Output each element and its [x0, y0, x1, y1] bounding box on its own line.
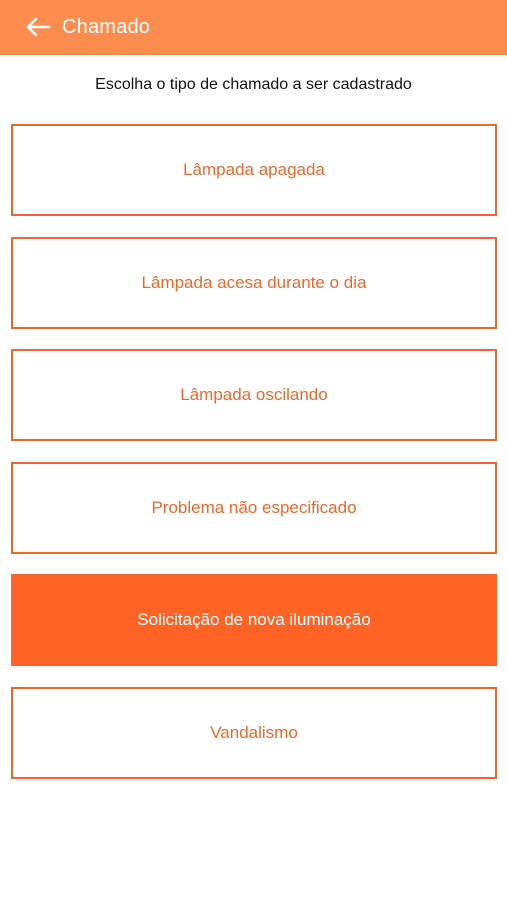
top-bar	[0, 0, 507, 55]
back-button[interactable]	[22, 12, 54, 42]
option-label: Lâmpada acesa durante o dia	[141, 272, 367, 292]
option-label: Problema não especificado	[151, 497, 357, 517]
option-problema-nao-especificado[interactable]	[11, 462, 497, 554]
call-type-list	[11, 124, 497, 799]
option-lampada-oscilando[interactable]	[11, 349, 497, 441]
option-label: Vandalismo	[210, 722, 298, 742]
option-solicitacao-nova-iluminacao[interactable]	[11, 574, 497, 666]
option-lampada-apagada[interactable]	[11, 124, 497, 216]
option-lampada-acesa-durante-o-dia[interactable]	[11, 237, 497, 329]
arrow-left-icon	[25, 17, 51, 37]
instruction-text: Escolha o tipo de chamado a ser cadastrado	[95, 76, 412, 93]
option-vandalismo[interactable]	[11, 687, 497, 779]
option-label: Lâmpada oscilando	[180, 385, 328, 404]
option-label: Solicitação de nova iluminação	[137, 610, 371, 629]
page-title: Chamado	[62, 16, 151, 38]
option-label: Lâmpada apagada	[183, 160, 325, 179]
